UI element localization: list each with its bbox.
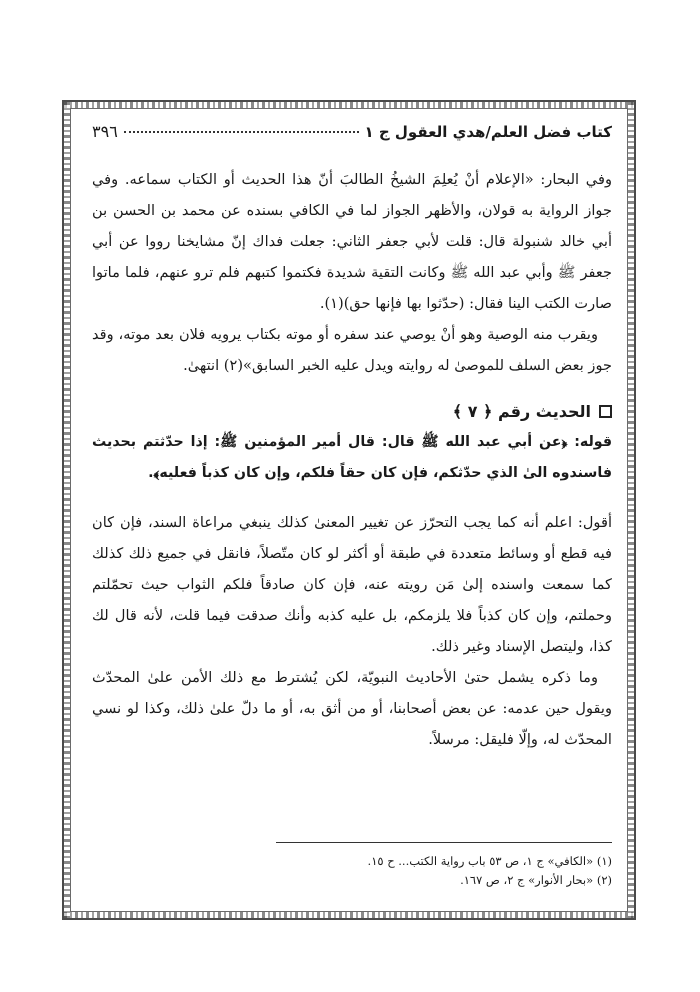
running-head bbox=[92, 122, 612, 146]
footnotes bbox=[92, 852, 612, 890]
page-border-ornament-bottom bbox=[64, 912, 634, 918]
leader-dots bbox=[124, 131, 359, 133]
paragraph-commentary: أقول: اعلم أنه كما يجب التحرّز عن تغيير المعنىٰ كذلك ينبغي مراعاة السند، فإن كان فيه قطع أو وسائط متعددة في طبقة أو أكثر لو كان متّصلاً، فانقل في جميع ذلك كذلك كما سمعت واسنده إلىٰ مَن رويته عنه، فإن كان صادقاً فلكم الثواب حيث تحمّلتم وحملتم، وإن كان كذباً فلا يلزمكم، بل عليه كذبه وأنك صدقت فيما قلت، لأنه قال لك كذا، وليتصل الإسناد وغير ذلك. bbox=[92, 514, 612, 655]
square-bullet-icon bbox=[599, 405, 612, 418]
paragraph-commentary-continued: وما ذكره يشمل حتىٰ الأحاديث النبويّة، لكن يُشترط مع ذلك الأمن علىٰ المحدّث ويقول حين عدمه: عن بعض أصحابنا، أو من أثق به، أو ما دلّ علىٰ ذلك، وكذا لو نسي المحدّث له، وإلّا فليقل: مرسلاً. bbox=[92, 669, 612, 748]
paragraph-bihar-quote: وفي البحار: «الإعلام أنْ يُعلِمَ الشيخُ الطالبَ أنّ هذا الحديث أو الكتاب سماعه. وفي جواز الرواية به قولان، والأظهر الجواز لما في الكافي بسنده عن محمد بن الحسن بن أبي خالد شنبولة قال: قلت لأبي جعفر الثاني: جعلت فداك إنّ مشايخنا رووا عن أبي جعفر ﷺ وأبي عبد الله ﷺ وكانت التقية شديدة فكتموا كتبهم فلم ترو عنهم، فلما ماتوا صارت الكتب الينا فقال: (حدّثوا بها فإنها حق)(١). bbox=[92, 171, 612, 312]
footnote-1: (١) «الكافي» ج ١، ص ٥٣ باب رواية الكتب... ح ١٥. bbox=[367, 854, 612, 868]
footnote-separator bbox=[276, 842, 612, 843]
page-number: ٣٩٦ bbox=[92, 122, 118, 141]
hadith-heading-text: الحديث رقم ﴿ ٧ ﴾ bbox=[452, 401, 591, 421]
paragraph-wasiyya: ويقرب منه الوصية وهو أنْ يوصي عند سفره أو موته بكتاب يرويه فلان بعد موته، وقد جوز بعض السلف للموصىٰ له روايته ويدل عليه الخبر السابق»(٢) انتهىٰ. bbox=[92, 326, 612, 374]
hadith-text: قوله: ﴿عن أبي عبد الله ﷺ قال: قال أمير المؤمنين ﷺ: إذا حدّثتم بحديث فاسندوه الىٰ الذي حدّثكم، فإن كان حقاً فلكم، وإن كان كذباً فعليه﴾. bbox=[92, 434, 612, 481]
page-content bbox=[92, 122, 612, 755]
footnote-2: (٢) «بحار الأنوار» ج ٢، ص ١٦٧. bbox=[460, 873, 612, 887]
page-border-ornament-right bbox=[628, 102, 634, 918]
hadith-heading bbox=[92, 395, 612, 427]
book-title: كتاب فضل العلم/هدي العقول ج ١ bbox=[364, 123, 612, 141]
